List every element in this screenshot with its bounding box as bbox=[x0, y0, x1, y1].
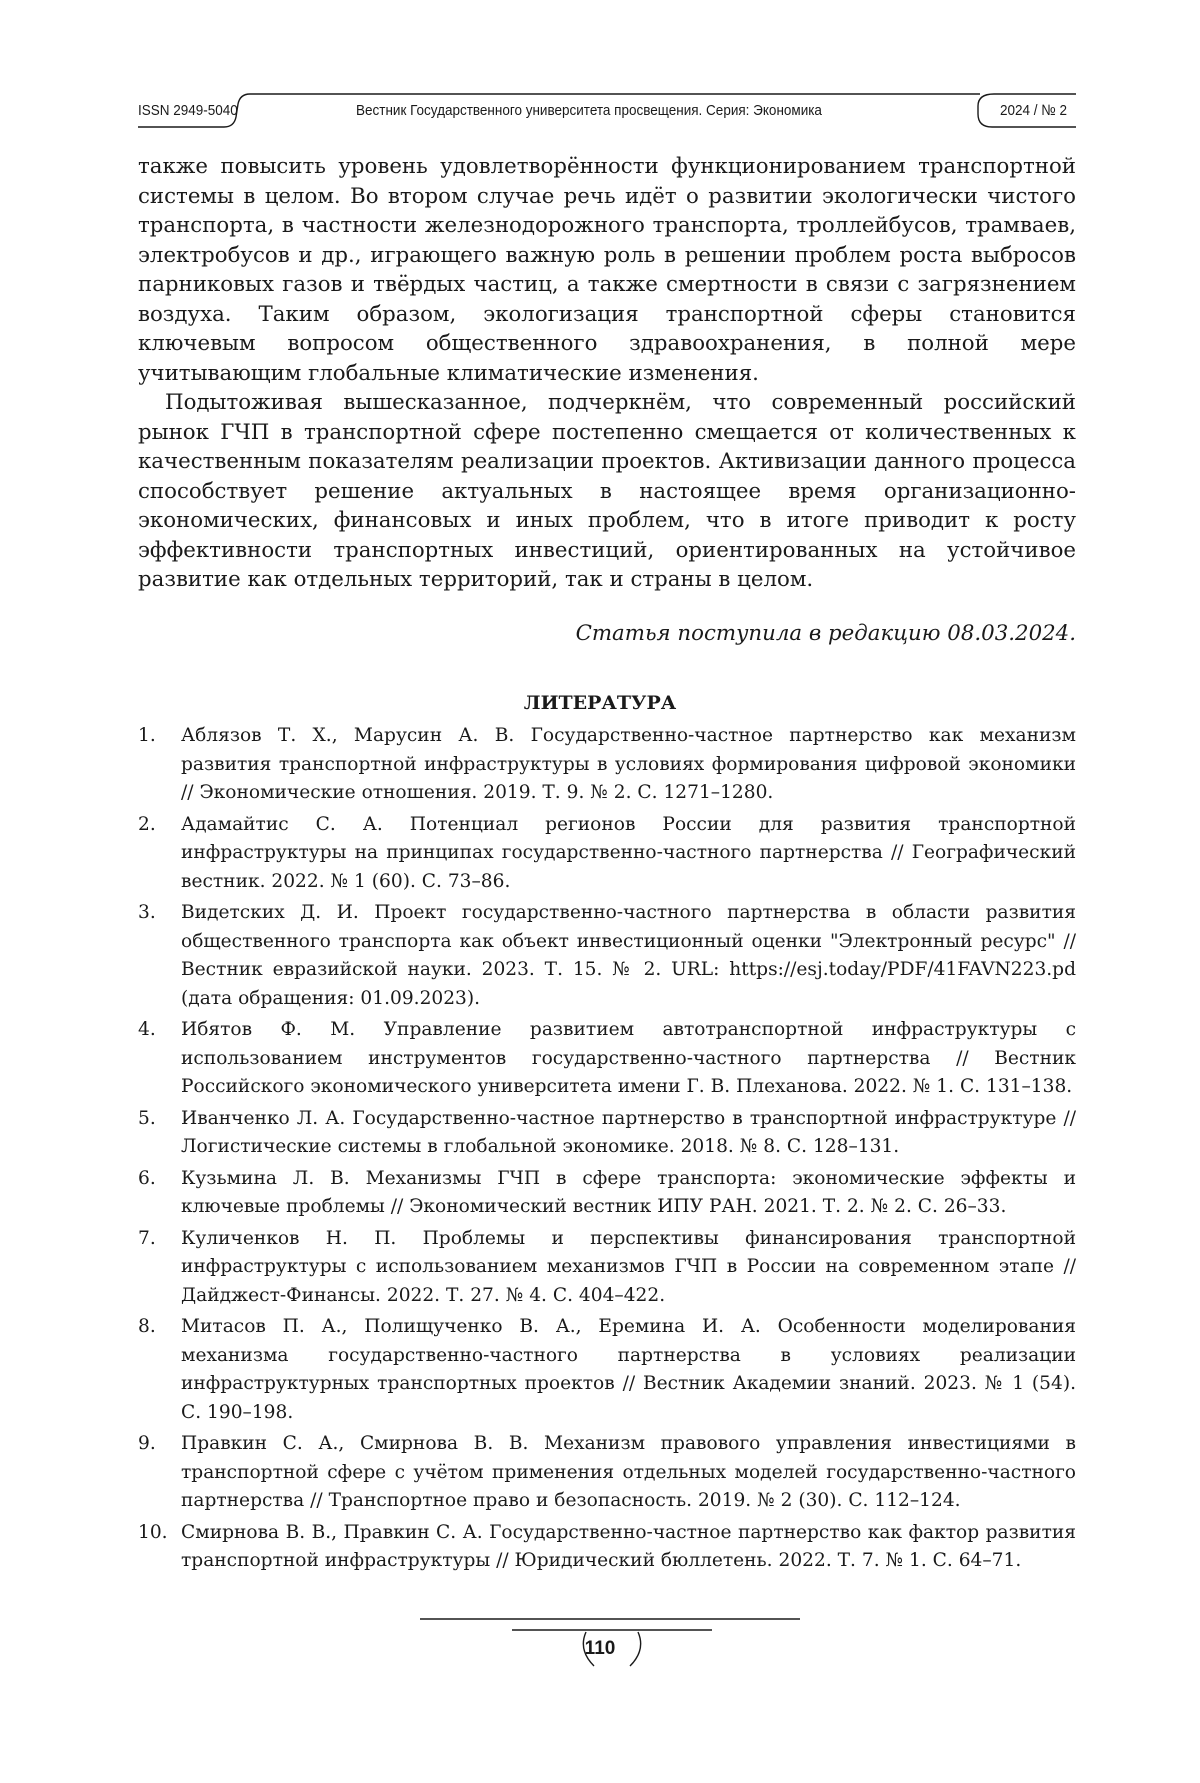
reference-text: Ибятов Ф. М. Управление развитием автотранспортной инфраструктуры с использованием инструментов государственно-частного партнерства // Вестник Российского экономического университета имени Г. В. Плеханова. 2022. № 1. С. 131–138. bbox=[181, 1019, 1076, 1097]
reference-item bbox=[138, 1313, 1076, 1427]
reference-item bbox=[138, 722, 1076, 808]
reference-text: Кузьмина Л. В. Механизмы ГЧП в сфере транспорта: экономические эффекты и ключевые проблемы // Экономический вестник ИПУ РАН. 2021. Т. 2. № 2. С. 26–33. bbox=[181, 1167, 1076, 1217]
reference-item bbox=[138, 1519, 1076, 1576]
reference-number: 4. bbox=[138, 1019, 156, 1040]
reference-item bbox=[138, 1165, 1076, 1222]
running-header bbox=[138, 92, 1076, 136]
received-date-note: Статья поступила в редакцию 08.03.2024. bbox=[575, 621, 1076, 646]
reference-number: 10. bbox=[138, 1521, 168, 1543]
issue-label: 2024 / № 2 bbox=[1000, 102, 1068, 119]
page-number: 110 bbox=[584, 1638, 616, 1659]
reference-item bbox=[138, 811, 1076, 897]
reference-text: Смирнова В. В., Правкин С. А. Государственно-частное партнерство как фактор развития транспортной инфраструктуры // Юридический бюллетень. 2022. Т. 7. № 1. С. 64–71. bbox=[181, 1521, 1076, 1571]
reference-text: Аблязов Т. Х., Марусин А. В. Государственно-частное партнерство как механизм развития транспортной инфраструктуры в условиях формирования цифровой экономики // Экономические отношения. 2019. Т. 9. № 2. С. 1271–1280. bbox=[181, 725, 1076, 803]
body-paragraph: также повысить уровень удовлетворённости функционированием транспортной системы в целом. Во втором случае речь идёт о развитии экологически чистого транспорта, в частности железнодорожного транспорта, троллейбусов, трамваев, электробусов и др., играющего важную роль в решении проблем роста выбросов парниковых газов и твёрдых частиц, а также смертности в связи с загрязнением воздуха. Таким образом, экологизация транспортной сферы становится ключевым вопросом общественного здравоохранения, в полной мере учитывающим глобальные климатические изменения. bbox=[138, 154, 1076, 386]
reference-text: Правкин С. А., Смирнова В. В. Механизм правового управления инвестициями в транспортной сфере с учётом применения отдельных моделей государственно-частного партнерства // Транспортное право и безопасность. 2019. № 2 (30). С. 112–124. bbox=[181, 1433, 1076, 1511]
reference-item bbox=[138, 1430, 1076, 1516]
reference-number: 8. bbox=[138, 1316, 156, 1337]
reference-number: 3. bbox=[138, 902, 156, 923]
reference-list bbox=[138, 722, 1076, 1579]
reference-item bbox=[138, 899, 1076, 1013]
reference-text: Видетских Д. И. Проект государственно-частного партнерства в области развития общественного транспорта как объект инвестиционный оценки "Электронный ресурс" // Вестник евразийской науки. 2023. Т. 15. № 2. URL: https://esj.today/PDF/41FAVN223.pd (дата обращения: 01.09.2023). bbox=[181, 902, 1076, 1009]
literature-heading: ЛИТЕРАТУРА bbox=[523, 692, 677, 714]
reference-text: Митасов П. А., Полищученко В. А., Еремина И. А. Особенности моделирования механизма государственно-частного партнерства в условиях реализации инфраструктурных транспортных проектов // Вестник Академии знаний. 2023. № 1 (54). С. 190–198. bbox=[181, 1316, 1076, 1423]
reference-item bbox=[138, 1105, 1076, 1162]
journal-title: Вестник Государственного университета просвещения. Серия: Экономика bbox=[356, 102, 822, 119]
reference-text: Куличенков Н. П. Проблемы и перспективы финансирования транспортной инфраструктуры с использованием механизмов ГЧП в России на современном этапе // Дайджест-Финансы. 2022. Т. 27. № 4. С. 404–422. bbox=[181, 1227, 1076, 1306]
article-body bbox=[138, 152, 1076, 595]
reference-number: 6. bbox=[138, 1167, 156, 1189]
reference-text: Адамайтис С. А. Потенциал регионов России для развития транспортной инфраструктуры на принципах государственно-частного партнерства // Географический вестник. 2022. № 1 (60). С. 73–86. bbox=[181, 813, 1076, 892]
reference-number: 5. bbox=[138, 1107, 156, 1129]
reference-number: 7. bbox=[138, 1227, 156, 1249]
reference-number: 2. bbox=[138, 813, 156, 835]
issn-label: ISSN 2949-5040 bbox=[138, 102, 238, 119]
reference-text: Иванченко Л. А. Государственно-частное партнерство в транспортной инфраструктуре // Логистические системы в глобальной экономике. 2018. № 8. С. 128–131. bbox=[181, 1107, 1076, 1157]
body-paragraph: Подытоживая вышесказанное, подчеркнём, что современный российский рынок ГЧП в транспортной сфере постепенно смещается от количественных к качественным показателям реализации проектов. Активизации данного процесса способствует решение актуальных в настоящее время организационно-экономических, финансовых и иных проблем, что в итоге приводит к росту эффективности транспортных инвестиций, ориентированных на устойчивое развитие как отдельных территорий, так и страны в целом. bbox=[138, 390, 1076, 592]
reference-item bbox=[138, 1016, 1076, 1102]
page-footer bbox=[0, 1618, 1200, 1678]
reference-number: 1. bbox=[138, 725, 156, 746]
reference-item bbox=[138, 1225, 1076, 1311]
reference-number: 9. bbox=[138, 1433, 156, 1454]
